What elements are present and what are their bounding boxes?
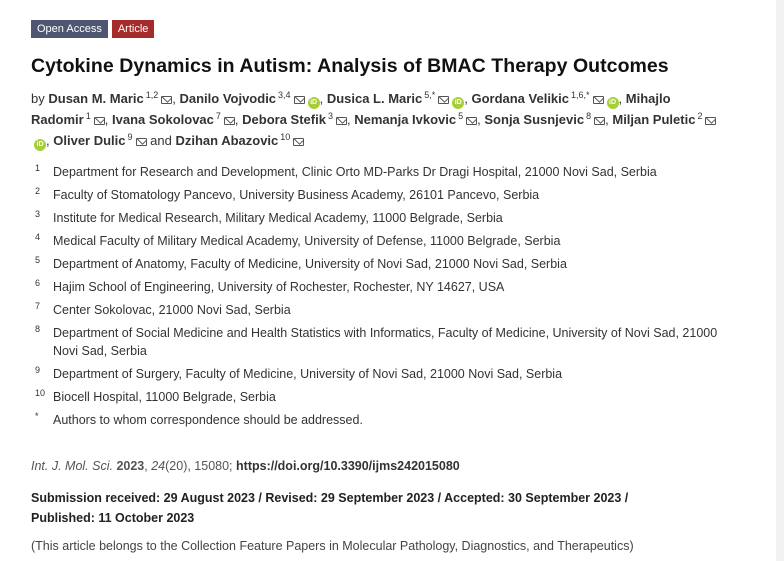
author-separator: , xyxy=(172,91,176,106)
author-name[interactable]: Debora Stefik xyxy=(242,112,326,127)
affiliation-text: Department of Social Medicine and Health Statistics with Informatics, Faculty of Medicine, University of Novi Sad, 21000 Novi Sad, Serbia xyxy=(53,326,718,358)
author-name[interactable]: Danilo Vojvodic xyxy=(179,91,277,106)
article-type-badge[interactable]: Article xyxy=(112,20,155,38)
author-separator: , xyxy=(477,112,481,127)
citation-volume: 24 xyxy=(151,459,166,473)
badges xyxy=(31,20,154,38)
affiliation-number: 6 xyxy=(35,278,41,288)
author-separator: , xyxy=(104,112,109,127)
orcid-icon[interactable]: iD xyxy=(452,97,464,109)
author-separator: , xyxy=(618,91,623,106)
author-name[interactable]: Dusan M. Maric xyxy=(48,91,144,106)
author xyxy=(175,133,304,148)
author-name[interactable]: Gordana Velikic xyxy=(471,91,569,106)
affiliation-number: 8 xyxy=(35,324,41,334)
email-icon[interactable] xyxy=(294,96,305,104)
email-icon[interactable] xyxy=(594,117,605,125)
affiliation-text: Department of Surgery, Faculty of Medicine, University of Novi Sad, 21000 Novi Sad, Serbia xyxy=(53,367,563,381)
orcid-icon[interactable]: iD xyxy=(607,97,619,109)
author-separator: and xyxy=(146,133,172,148)
collection-link[interactable]: Feature Papers in Molecular Pathology, Diagnostics, and Therapeutics xyxy=(239,539,630,553)
affiliation-item xyxy=(31,232,731,250)
affiliation-text: Department for Research and Development, Clinic Orto MD-Parks Dr Dragi Hospital, 21000 Novi Sad, Serbia xyxy=(53,165,657,179)
affiliation-item xyxy=(31,301,731,319)
author xyxy=(242,112,350,127)
affiliation-number: 3 xyxy=(35,209,41,219)
author-name[interactable]: Dzihan Abazovic xyxy=(175,133,279,148)
orcid-icon[interactable]: iD xyxy=(308,97,320,109)
affiliation-ref[interactable]: 5 xyxy=(458,110,464,121)
affiliation-text: Hajim School of Engineering, University of Rochester, Rochester, NY 14627, USA xyxy=(53,280,505,294)
affiliation-number: 9 xyxy=(35,365,41,375)
email-icon[interactable] xyxy=(224,117,235,125)
affiliation-ref[interactable]: 1 xyxy=(85,110,91,121)
affiliation-ref[interactable]: 5,* xyxy=(424,89,436,100)
affiliation-text: Department of Anatomy, Faculty of Medicine, University of Novi Sad, 21000 Novi Sad, Serbia xyxy=(53,257,567,271)
scrollbar[interactable] xyxy=(776,0,784,561)
affiliation-number: 10 xyxy=(35,388,46,398)
affiliation-item xyxy=(31,388,731,406)
affiliation-ref[interactable]: 1,2 xyxy=(145,89,159,100)
author-separator: , xyxy=(319,91,324,106)
affiliation-item xyxy=(31,411,731,429)
affiliation-text: Authors to whom correspondence should be addressed. xyxy=(53,413,363,427)
email-icon[interactable] xyxy=(466,117,477,125)
author-name[interactable]: Ivana Sokolovac xyxy=(112,112,214,127)
open-access-badge[interactable]: Open Access xyxy=(31,20,108,38)
email-icon[interactable] xyxy=(438,96,449,104)
affiliation-number: 1 xyxy=(35,163,41,173)
affiliation-item xyxy=(31,365,731,383)
author xyxy=(327,91,468,106)
affiliation-ref[interactable]: 7 xyxy=(215,110,221,121)
author-name[interactable]: Dusica L. Maric xyxy=(326,91,423,106)
author-separator: , xyxy=(346,112,351,127)
author-name[interactable]: Sonja Susnjevic xyxy=(484,112,585,127)
affiliation-item xyxy=(31,255,731,273)
affiliation-ref[interactable]: 3 xyxy=(327,110,333,121)
email-icon[interactable] xyxy=(136,138,147,146)
publication-dates: Submission received: 29 August 2023 / Revised: 29 September 2023 / Accepted: 30 September 2023 / Published: 11 October 2023 xyxy=(31,491,629,525)
affiliation-number: 2 xyxy=(35,186,41,196)
author-separator: , xyxy=(234,112,239,127)
author-name[interactable]: Mihajlo Radomir xyxy=(31,91,671,127)
author-list xyxy=(31,88,731,151)
affiliation-text: Biocell Hospital, 11000 Belgrade, Serbia xyxy=(53,390,276,404)
author xyxy=(484,112,608,127)
author-separator: , xyxy=(464,91,468,106)
affiliation-item xyxy=(31,324,731,360)
doi-link[interactable]: https://doi.org/10.3390/ijms242015080 xyxy=(236,459,460,473)
affiliation-number: 7 xyxy=(35,301,41,311)
by-label: by xyxy=(31,91,45,106)
collection-note: (This article belongs to the Collection Feature Papers in Molecular Pathology, Diagnostics, and Therapeutics) xyxy=(31,539,634,553)
email-icon[interactable] xyxy=(705,117,716,125)
author xyxy=(112,112,239,127)
author-separator: , xyxy=(46,133,50,148)
email-icon[interactable] xyxy=(593,96,604,104)
email-icon[interactable] xyxy=(293,138,304,146)
journal-name: Int. J. Mol. Sci. xyxy=(31,459,113,473)
orcid-icon[interactable]: iD xyxy=(34,139,46,151)
affiliation-ref[interactable]: 2 xyxy=(697,110,703,121)
affiliation-ref[interactable]: 3,4 xyxy=(278,89,291,100)
affiliation-item xyxy=(31,186,731,204)
affiliation-text: Medical Faculty of Military Medical Academy, University of Defense, 11000 Belgrade, Serbia xyxy=(53,234,561,248)
affiliation-ref[interactable]: 10 xyxy=(280,131,291,142)
affiliation-number: 5 xyxy=(35,255,41,265)
affiliation-item xyxy=(31,163,731,181)
affiliation-ref[interactable]: 1,6,* xyxy=(571,89,590,100)
article-title: Cytokine Dynamics in Autism: Analysis of BMAC Therapy Outcomes xyxy=(31,55,669,77)
citation-issue-pages: (20), 15080; xyxy=(165,459,237,473)
author-separator: , xyxy=(605,112,609,127)
affiliation-number: 4 xyxy=(35,232,41,242)
citation-year: 2023 xyxy=(116,459,145,473)
email-icon[interactable] xyxy=(161,96,172,104)
affiliation-text: Faculty of Stomatology Pancevo, University Business Academy, 26101 Pancevo, Serbia xyxy=(53,188,540,202)
affiliation-item xyxy=(31,209,731,227)
affiliation-ref[interactable]: 8 xyxy=(586,110,592,121)
author-name[interactable]: Nemanja Ivkovic xyxy=(354,112,457,127)
author-name[interactable]: Miljan Puletic xyxy=(612,112,696,127)
author xyxy=(48,91,176,106)
author xyxy=(179,91,323,106)
author-name[interactable]: Oliver Dulic xyxy=(53,133,126,148)
affiliation-item xyxy=(31,278,731,296)
affiliation-text: Center Sokolovac, 21000 Novi Sad, Serbia xyxy=(53,303,291,317)
email-icon[interactable] xyxy=(94,117,105,125)
affiliation-list xyxy=(31,163,731,434)
email-icon[interactable] xyxy=(336,117,347,125)
author xyxy=(471,91,622,106)
author xyxy=(53,133,172,148)
affiliation-number: * xyxy=(35,411,39,421)
author xyxy=(354,112,481,127)
affiliation-ref[interactable]: 9 xyxy=(127,131,133,142)
citation: Int. J. Mol. Sci. 2023, 24(20), 15080; https://doi.org/10.3390/ijms242015080 xyxy=(31,459,460,473)
affiliation-text: Institute for Medical Research, Military Medical Academy, 11000 Belgrade, Serbia xyxy=(53,211,503,225)
